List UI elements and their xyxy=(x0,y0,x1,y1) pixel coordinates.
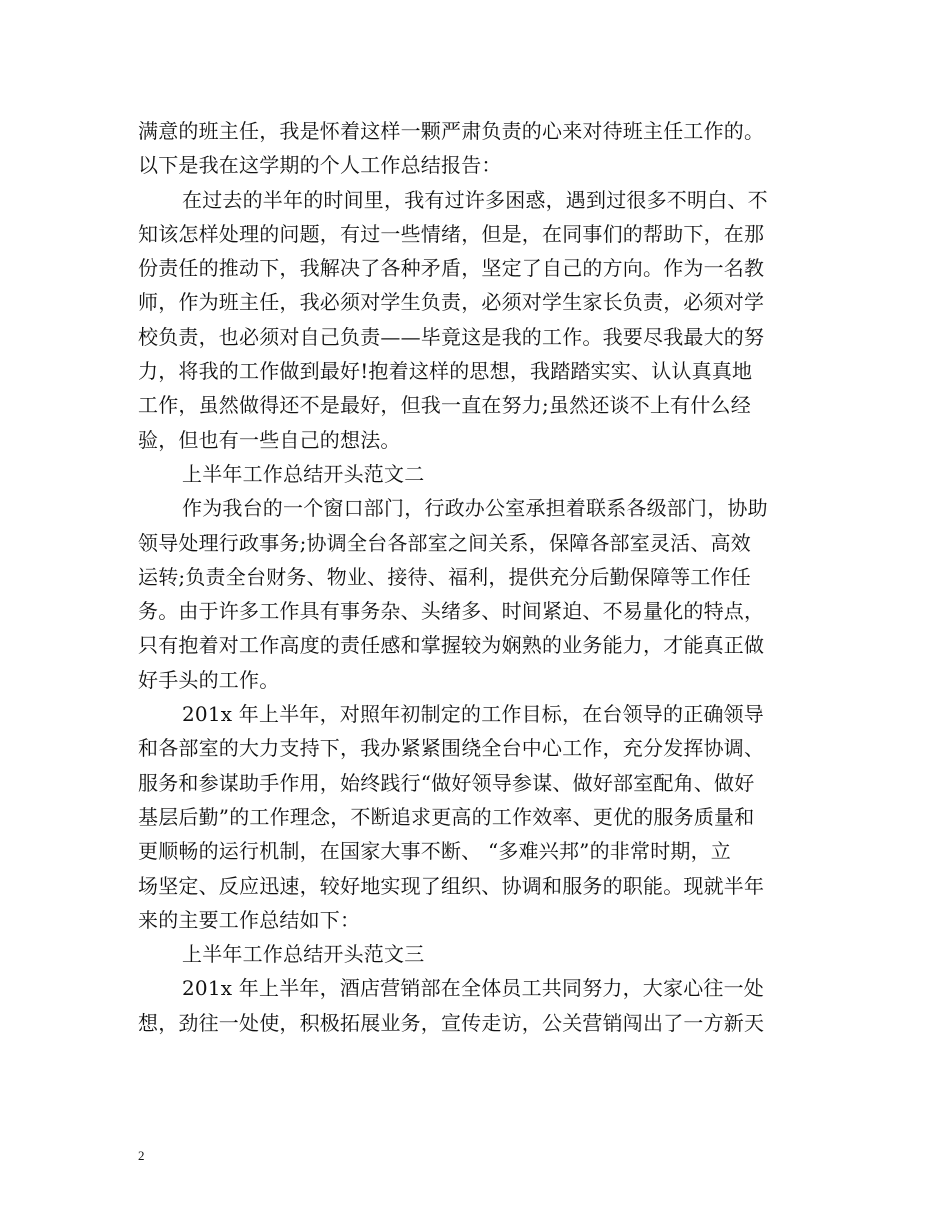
text-line: 领导处理行政事务;协调全台各部室之间关系，保障各部室灵活、高效 xyxy=(138,530,751,555)
text-line: 力，将我的工作做到最好!抱着这样的思想，我踏踏实实、认认真真地 xyxy=(138,359,753,384)
text-line: 和各部室的大力支持下，我办紧紧围绕全台中心工作，充分发挥协调、 xyxy=(138,736,765,761)
text-line: 满意的班主任，我是怀着这样一颗严肃负责的心来对待班主任工作的。 xyxy=(138,119,765,143)
text-line: 来的主要工作总结如下： xyxy=(138,907,361,932)
text-line: 更顺畅的运行机制，在国家大事不断、 “多难兴邦”的非常时期，立 xyxy=(138,839,732,864)
body-text xyxy=(138,114,814,1040)
text-line: 在过去的半年的时间里，我有过许多困惑，遇到过很多不明白、不 xyxy=(182,187,768,212)
section-heading: 上半年工作总结开头范文二 xyxy=(182,461,425,486)
text-line: 201x 年上半年，对照年初制定的工作目标，在台领导的正确领导 xyxy=(182,702,765,727)
text-line: 好手头的工作。 xyxy=(138,667,280,692)
text-line: 服务和参谋助手作用，始终践行“做好领导参谋、做好部室配角、做好 xyxy=(138,770,755,795)
text-line: 运转;负责全台财务、物业、接待、福利，提供充分后勤保障等工作任 xyxy=(138,564,751,589)
text-line: 场坚定、反应迅速，较好地实现了组织、协调和服务的职能。现就半年 xyxy=(138,873,765,898)
text-line: 验，但也有一些自己的想法。 xyxy=(138,427,401,452)
text-line: 务。由于许多工作具有事务杂、头绪多、时间紧迫、不易量化的特点， xyxy=(138,599,765,624)
text-line: 想，劲往一处使，积极拓展业务，宣传走访，公关营销闯出了一方新天 xyxy=(138,1010,765,1035)
section-heading: 上半年工作总结开头范文三 xyxy=(182,942,425,967)
page-number: 2 xyxy=(138,1148,145,1163)
text-line: 知该怎样处理的问题，有过一些情绪，但是，在同事们的帮助下，在那 xyxy=(138,221,765,246)
text-line: 只有抱着对工作高度的责任感和掌握较为娴熟的业务能力，才能真正做 xyxy=(138,633,765,658)
text-line: 以下是我在这学期的个人工作总结报告： xyxy=(138,153,502,178)
text-line: 份责任的推动下，我解决了各种矛盾，坚定了自己的方向。作为一名教 xyxy=(138,256,765,281)
text-line: 工作，虽然做得还不是最好，但我一直在努力;虽然还谈不上有什么经 xyxy=(138,393,751,418)
text-line: 201x 年上半年，酒店营销部在全体员工共同努力，大家心往一处 xyxy=(182,976,765,1001)
text-line: 校负责，也必须对自己负责——毕竟这是我的工作。我要尽我最大的努 xyxy=(138,324,765,349)
text-line: 基层后勤”的工作理念，不断追求更高的工作效率、更优的服务质量和 xyxy=(138,804,755,829)
text-line: 作为我台的一个窗口部门，行政办公室承担着联系各级部门，协助 xyxy=(182,496,768,521)
text-line: 师，作为班主任，我必须对学生负责，必须对学生家长负责，必须对学 xyxy=(138,290,765,315)
